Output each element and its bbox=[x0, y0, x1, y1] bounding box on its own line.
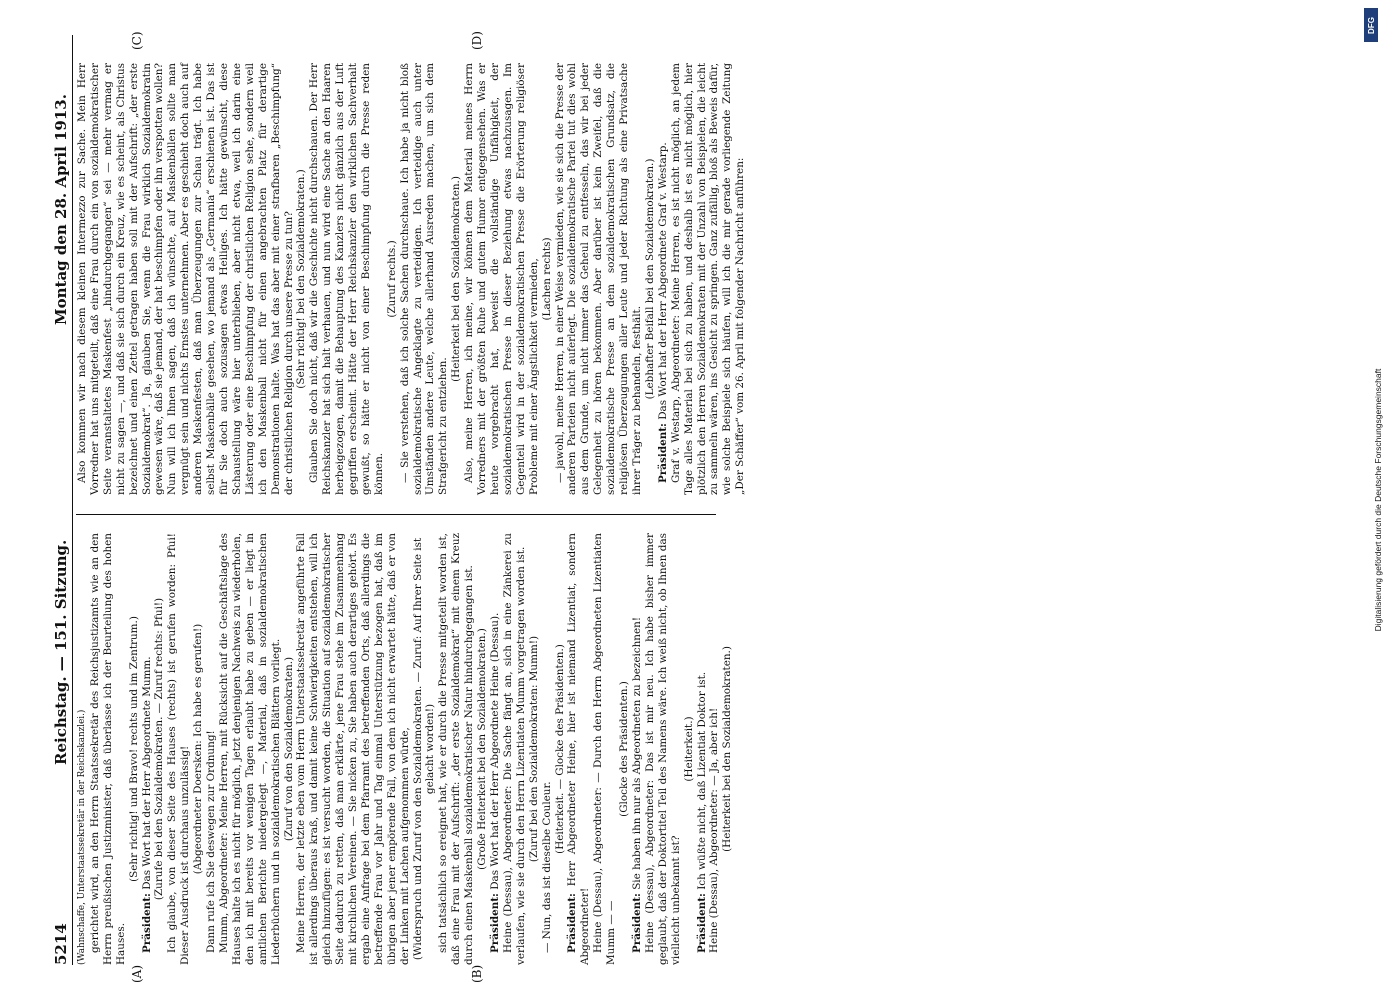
paragraph: Heine (Dessau), Abgeordneter: Das ist mir neu. Ich habe bisher immer geglaubt, daß der Doktortitel Teil des Namens wäre. Ich weiß nicht, ob Ihnen das vielleicht unbekannt ist? bbox=[643, 533, 682, 965]
header-right-title: Montag den 28. April 1913. bbox=[52, 94, 70, 325]
paragraph: Mumm, Abgeordneter: Meine Herren, mit Rücksicht auf die Geschäftslage des Hauses halte ich es nicht für möglich, jetzt denjenigen Nachweis zu wiederholen, den ich mit bereits vor wenigen Tagen erlaubt habe zu geben — er liegt in amtlichen Berichte niedergelegt —, Material, daß in sozialdemokratischen Liederbüchern und in sozialdemokratischen Blättern vorliegt. bbox=[217, 533, 282, 965]
paragraph: Präsident: Ich wüßte nicht, daß Lizentiat Doktor ist. bbox=[695, 671, 708, 953]
speaker-label: Präsident: bbox=[489, 893, 501, 953]
paragraph: Also, meine Herren, ich meine, wir können dem Material meines Herrn Vorredners mit der größten Ruhe und gutem Humor entgegensehen. Was er heute vorgebracht hat, beweist die vollständige Unfähigkeit, der sozialdemokratischen Presse in dieser Beziehung etwas nachzusagen. Im Gegenteil wird in der sozialdemokratischen Presse die Erörterung religiöser Probleme mit einer Ängstlichkeit vermieden, bbox=[463, 63, 540, 495]
paragraph: Heine (Dessau), Abgeordneter: — Ja, aber ich! bbox=[708, 707, 721, 953]
interjection: (Abgeordneter Doersken: Ich habe es gerufen!) bbox=[192, 623, 205, 875]
paragraph: sich tatsächlich so ereignet hat, wie er durch die Presse mitgeteilt worden ist, daß eine Frau mit der Aufschrift: „der erste Sozialdemokrat“ mit einem Kreuz durch einen Maskenball sozialdemokratischer Natur hindurchgegangen ist. bbox=[437, 533, 476, 965]
paragraph: Heine (Dessau), Abgeordneter: — Durch den Herrn Abgeordneten Lizentiaten Mumm — — bbox=[592, 533, 618, 965]
interjection: (Lebhafter Beifall bei den Sozialdemokraten.) bbox=[643, 158, 656, 400]
page-header bbox=[50, 35, 73, 965]
paragraph: — Nun, das ist dieselbe Couleur. bbox=[540, 781, 553, 953]
left-column bbox=[76, 533, 734, 965]
interjection: (Zuruf bei den Sozialdemokraten: Mumm!) bbox=[527, 635, 540, 863]
interjection: (Zuruf rechts.) bbox=[385, 240, 398, 318]
paragraph: Also kommen wir nach diesem kleinen Intermezzo zur Sache. Mein Herr Vorredner hat uns mitgeteilt, daß eine Frau durch ein von sozialdemokratischer Seite veranstaltetes Maskenfest „hindurchgegangen“ sei — mehr vermag er nicht zu sagen —, und daß sie sich durch ein Kreuz, wie es scheint, als Christus bezeichnet und einen Zettel getragen haben soll mit der Aufschrift: „der erste Sozialdemokrat“. Ja, glauben Sie, wenn die Frau wirklich Sozialdemokratin gewesen wäre, daß sie jemand, der hat beschimpfen oder ihn verspotten wollen? Nun will ich Ihnen sagen, daß ich wünschte, auf Maskenbällen sollte man vergnügt sein und nichts Ernstes unternehmen. Aber es geschieht doch auch auf anderen Maskenfesten, daß man Überzeugungen zur Schau trägt. Ich habe selbst Maskenbälle gesehen, wo jemand als „Germania“ erschienen ist. Das ist für Sie doch auch sozusagen etwas Heiliges. Ich hätte gewünscht, diese Schaustellung wäre hier unterblieben, aber nicht etwa, weil ich darin eine Lästerung oder eine Beschimpfung der christlichen Religion sehe, sondern weil ich den Maskenball nicht für einen angebrachten Platz für derartige Demonstrationen halte. Was hat das aber mit einer strafbaren „Beschimpfung“ der christlichen Religion durch unsere Presse zu tun? bbox=[76, 63, 295, 495]
paragraph: Präsident: Das Wort hat der Herr Abgeordnete Mumm. bbox=[140, 656, 153, 953]
margin-marker-c: (C) bbox=[130, 31, 144, 50]
paragraph: Meine Herren, der letzte eben vom Herrn Unterstaatssekretär angeführte Fall ist allerdings überaus kraß, und damit keine Schwierigkeiten entstehen, will ich gleich hinzufügen: es ist versucht worden, die Situation auf sozialdemokratischer Seite dadurch zu retten, daß man erklärte, jene Frau stehe im Zusammenhang mit kirchlichen Vereinen. — Sie nicken zu, Sie haben auch derartiges gehört. Es ergab eine Anfrage bei dem Pfarramt des betreffenden Orts, daß allerdings die betreffende Frau vor Jahr und Tag einmal Unterstützung bezogen hat, daß im übrigen aber jener empörende Fall, von dem ich nicht erwartet hätte, daß er von der Linken mit Lachen aufgenommen würde, bbox=[295, 533, 411, 965]
margin-marker-a: (A) bbox=[130, 964, 144, 983]
interjection: (Glocke des Präsidenten.) bbox=[618, 681, 631, 817]
interjection: (Heiterkeit bei den Sozialdemokraten.) bbox=[721, 646, 734, 852]
paragraph: (Wahnschaffe, Unterstaatssekretär in der Reichskanzlei.) bbox=[77, 709, 87, 965]
margin-marker-d: (D) bbox=[470, 31, 484, 50]
interjection: (Heiterkeit. — Glocke des Präsidenten.) bbox=[553, 644, 566, 854]
paragraph: — Sie verstehen, daß ich solche Sachen durchschaue. Ich habe ja nicht bloß sozialdemokratische Angeklagte zu verteidigen. Ich verteidige auch unter Umständen andere Leute, welche allerhand Ausreden machen, um sich dem Strafgericht zu entziehen. bbox=[398, 63, 450, 495]
paragraph: Graf v. Westarp, Abgeordneter: Meine Herren, es ist nicht möglich, an jedem Tage alles Material bei sich zu haben, und deshalb ist es nicht möglich, hier plötzlich den Herren Sozialdemokraten mit der Unzahl von Beispielen, die leicht zu sammeln wären, ins Gesicht zu springen. Ganz zufällig, bloß als Beweis dafür, wie solche Beispiele sich häufen, will ich die mir gerade vorliegende Zeitung „Der Schäffer“ vom 26. April mit folgender Nachricht anführen: bbox=[669, 63, 747, 495]
speaker-label: Präsident: bbox=[140, 893, 153, 953]
dfg-logo: DFG bbox=[1364, 8, 1378, 42]
paragraph: Heine (Dessau), Abgeordneter: Die Sache fängt an, sich in eine Zänkerei zu verlaufen, wie sie durch den Herrn Lizentiaten Mumm vorgetragen worden ist. bbox=[501, 533, 527, 965]
digitization-credit: Digitalisierung gefördert durch die Deutsche Forschungsgemeinschaft bbox=[1373, 368, 1383, 632]
paragraph: Präsident: Herr Abgeordneter Heine, hier ist niemand Lizentiat, sondern Abgeordneter! bbox=[566, 533, 592, 965]
interjection: (Lachen rechts) bbox=[540, 237, 553, 321]
paragraph: gerichtet wird, an den Herrn Staatssekretär des Reichsjustizamts wie an den Herrn preußischen Justizminister, daß überlasse ich der Beurteilung des hohen Hauses. bbox=[88, 533, 127, 965]
speaker-label: Präsident: bbox=[656, 423, 669, 483]
margin-marker-b: (B) bbox=[470, 964, 484, 983]
interjection: (Sehr richtig! und Bravo! rechts und im Zentrum.) bbox=[127, 616, 140, 882]
interjection: (Widerspruch und Zuruf von den Sozialdemokraten. — Zuruf: Auf Ihrer Seite ist gelacht worden!) bbox=[411, 537, 437, 961]
paragraph: Glauben Sie doch nicht, daß wir die Geschichte nicht durchschauen. Der Herr Reichskanzler hat sich halt verhauen, und nun wird eine Sache an den Haaren herbeigezogen, damit die Behauptung des Kanzlers nicht gänzlich aus der Luft gegriffen erscheint. Hätte der Herr Reichskanzler den wirklichen Sachverhalt gewußt, so hätte er nicht von einer Beschimpfung durch die Presse reden können. bbox=[308, 63, 385, 495]
interjection: (Heiterkeit.) bbox=[682, 716, 695, 782]
speaker-label: Präsident: bbox=[630, 893, 643, 953]
paragraph: Präsident: Sie haben ihn nur als Abgeordneten zu bezeichnen! bbox=[630, 616, 643, 953]
document-page bbox=[50, 31, 747, 983]
column-divider bbox=[76, 514, 716, 515]
speaker-label: Präsident: bbox=[566, 893, 579, 953]
paragraph: Präsident: Das Wort hat der Herr Abgeordnete Heine (Dessau). bbox=[489, 612, 501, 953]
paragraph: Ich glaube, von dieser Seite des Hauses (rechts) ist gerufen worden: Pfui! Dieser Ausdruck ist durchaus unzulässig! bbox=[166, 533, 192, 965]
speaker-label: Präsident: bbox=[695, 893, 708, 953]
paragraph: Präsident: Das Wort hat der Herr Abgeordnete Graf v. Westarp. bbox=[656, 142, 669, 483]
interjection: (Heiterkeit bei den Sozialdemokraten.) bbox=[450, 176, 463, 382]
header-left-title: Reichstag. — 151. Sitzung. bbox=[52, 539, 70, 765]
interjection: (Sehr richtig! bei den Sozialdemokraten.) bbox=[295, 169, 308, 389]
paragraph: Dann rufe ich Sie deswegen zur Ordnung! bbox=[205, 730, 218, 953]
interjection: (Zuruf von den Sozialdemokraten.) bbox=[282, 656, 295, 842]
interjection: (Zurufe bei den Sozialdemokraten. — Zuruf rechts: Pfui!) bbox=[153, 597, 166, 901]
interjection: (Große Heiterkeit bei den Sozialdemokraten.) bbox=[476, 628, 489, 870]
page-number: 5214 bbox=[52, 923, 70, 965]
paragraph: — jawohl, meine Herren, in einer Weise vermieden, wie sie sich die Presse der anderen Parteien nicht auferlegt. Die sozialdemokratische Partei tut dies wohl aus dem Grunde, um nicht immer das Geheul zu entfesseln, das wir bei jeder Gelegenheit zu hören bekommen. Aber darüber ist kein Zweifel, daß die sozialdemokratische Presse an dem sozialdemokratischen Grundsatz, die religiösen Überzeugungen aller Leute und jeder Richtung als eine Privatsache ihrer Träger zu behandeln, festhält. bbox=[553, 63, 643, 495]
right-column bbox=[76, 63, 747, 495]
